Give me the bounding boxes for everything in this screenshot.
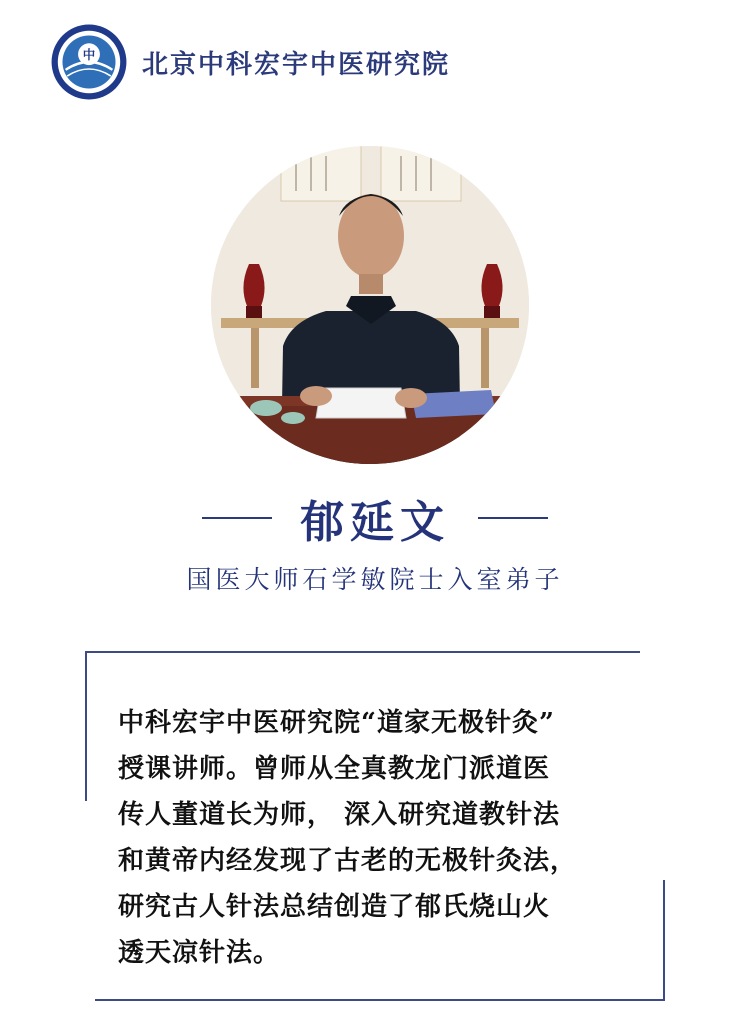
bio-line: 透天凉针法。 <box>118 938 281 968</box>
portrait-photo <box>211 146 529 464</box>
frame-right-line <box>663 880 665 1000</box>
institute-logo-icon <box>50 23 128 101</box>
name-right-divider <box>478 517 548 519</box>
bio-line: 和黄帝内经发现了古老的无极针灸法， <box>118 846 578 876</box>
bio-line: 中科宏宇中医研究院“道家无极针灸” <box>118 708 555 738</box>
header <box>50 22 450 102</box>
person-title: 国医大师石学敏院士入室弟子 <box>186 565 564 594</box>
name-row <box>0 488 750 548</box>
name-left-divider <box>202 517 272 519</box>
org-name: 北京中科宏宇中医研究院 <box>142 49 451 80</box>
frame-left-line <box>85 651 87 801</box>
bio-line: 授课讲师。曾师从全真教龙门派道医 <box>118 754 551 784</box>
bio-line: 研究古人针法总结创造了郁氏烧山火 <box>118 892 551 922</box>
logo-char: 中 <box>82 46 96 62</box>
bio-line: 传人董道长为师， 深入研究道教针法 <box>118 800 561 830</box>
frame-top-line <box>85 651 640 653</box>
bio-text <box>118 700 638 976</box>
frame-bottom-line <box>95 999 665 1001</box>
person-name: 郁延文 <box>300 497 450 548</box>
portrait-illustration <box>211 146 529 464</box>
